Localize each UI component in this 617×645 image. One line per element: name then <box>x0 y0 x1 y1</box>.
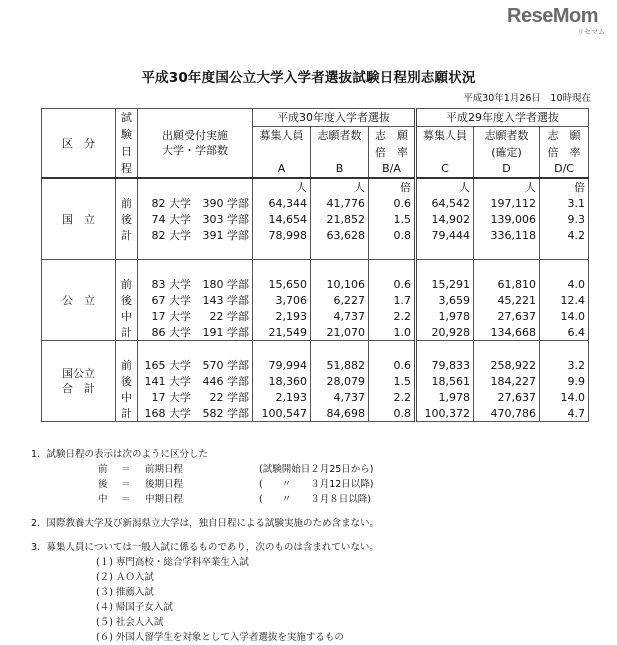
header-ratio-bottom-dc: 倍 率 <box>540 144 589 161</box>
header-letter-dc: D/C <box>540 160 589 178</box>
notes <box>31 447 379 645</box>
header-ratio-top-dc: 志 願 <box>540 126 589 143</box>
note-3-item: (２) ＡＯ入試 <box>96 572 154 583</box>
header-ratio-bottom-ba: 倍 率 <box>369 144 416 161</box>
header-h30: 平成30年度入学者選抜 <box>253 109 416 127</box>
table-row: 後 67 大学 143 学部 3,706 6,227 1.7 3,659 45,221 12.4 <box>42 292 589 308</box>
note-3-item: (１) 専門高校・総合学科卒業生入試 <box>96 557 249 568</box>
table-row: 前 82 大学 390 学部 64,344 41,776 0.6 64,542 197,112 3.1 <box>42 195 589 211</box>
header-letter-b: B <box>311 160 369 178</box>
header-intake: 出願受付実施 大学・学部数 <box>138 109 253 179</box>
table-row: 計 82 大学 391 学部 78,998 63,628 0.8 79,444 336,118 4.2 <box>42 227 589 243</box>
note-3-item: (５) 社会人入試 <box>96 617 164 628</box>
logo-kana: リセマム <box>577 28 605 36</box>
logo-wordmark: ReseMom <box>507 5 598 27</box>
table-row: 後 141 大学 446 学部 18,360 28,079 1.5 18,561 184,227 9.9 <box>42 373 589 389</box>
page-title: 平成30年度国公立大学入学者選抜試験日程別志願状況 <box>141 70 476 86</box>
note-1-item: 後 ＝ 後期日程 ( 〃 ３月12日以降) <box>98 479 374 490</box>
note-3-item: (４) 帰国子女入試 <box>96 602 173 613</box>
resemom-logo <box>507 6 607 40</box>
unit-ba: 倍 <box>369 178 416 195</box>
unit-b: 人 <box>311 178 369 195</box>
table-row: 計 168 大学 582 学部 100,547 84,698 0.8 100,372 470,786 4.7 <box>42 405 589 422</box>
header-ratio-top-ba: 志 願 <box>369 126 416 143</box>
note-1: 1．試験日程の表示は次のように区分した <box>31 449 209 460</box>
header-recruit-a: 募集人員 <box>253 126 311 143</box>
table-row: 中 17 大学 22 学部 2,193 4,737 2.2 1,978 27,637 14.0 <box>42 389 589 405</box>
header-letter-a: A <box>253 160 311 178</box>
group-label-national: 国 立 <box>42 178 116 260</box>
unit-d: 人 <box>474 178 540 195</box>
header-applicants-d: 志願者数 <box>474 126 540 143</box>
header-confirmed: (確定) <box>474 144 540 161</box>
applications-table <box>41 108 589 422</box>
note-1-item: 中 ＝ 中期日程 ( 〃 ３月８日以降) <box>98 494 371 505</box>
header-applicants-b: 志願者数 <box>311 126 369 143</box>
header-recruit-c: 募集人員 <box>416 126 474 143</box>
note-1-item: 前 ＝ 前期日程 (試験開始日２月25日から) <box>98 464 374 475</box>
note-3: 3．募集人員については一般入試に係るものであり，次のものは含まれていない。 <box>31 542 379 553</box>
table-row: 中 17 大学 22 学部 2,193 4,737 2.2 1,978 27,637 14.0 <box>42 308 589 324</box>
note-3-item: (３) 推薦入試 <box>96 587 154 598</box>
table-row: 後 74 大学 303 学部 14,654 21,852 1.5 14,902 139,006 9.3 <box>42 211 589 227</box>
table-row: 前 83 大学 180 学部 15,650 10,106 0.6 15,291 61,810 4.0 <box>42 276 589 292</box>
table-row: 計 86 大学 191 学部 21,549 21,070 1.0 20,928 134,668 6.4 <box>42 324 589 341</box>
group-label-public: 公 立 <box>42 260 116 341</box>
header-letter-c: C <box>416 160 474 178</box>
header-category: 区 分 <box>42 109 116 179</box>
group-label-total: 国公立 合 計 <box>42 341 116 422</box>
unit-a: 人 <box>253 178 311 195</box>
note-2: 2．国際教養大学及び新潟県立大学は，独自日程による試験実施のため含まない。 <box>31 518 380 529</box>
unit-c: 人 <box>416 178 474 195</box>
header-schedule: 試 験 日 程 <box>116 109 138 179</box>
table-row: 前 165 大学 570 学部 79,994 51,882 0.6 79,833 258,922 3.2 <box>42 357 589 373</box>
header-letter-d: D <box>474 160 540 178</box>
header-h29: 平成29年度入学者選抜 <box>416 109 589 127</box>
unit-dc: 倍 <box>540 178 589 195</box>
as-of-timestamp: 平成30年1月26日 10時現在 <box>463 93 591 104</box>
note-3-item: (６) 外国人留学生を対象として入学者選抜を実施するもの <box>96 632 344 643</box>
header-letter-ba: B/A <box>369 160 416 178</box>
